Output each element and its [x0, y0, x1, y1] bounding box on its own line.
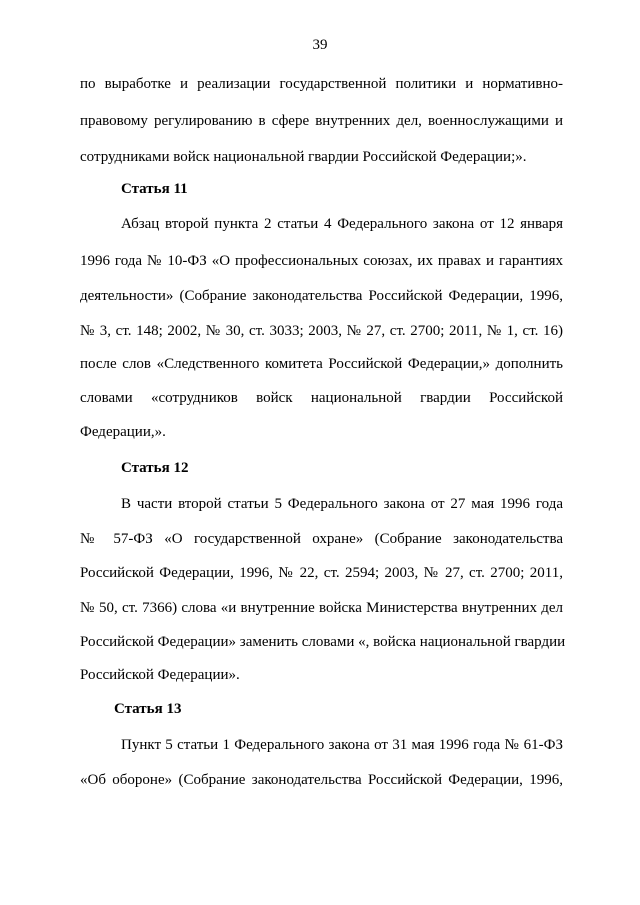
text-line: Российской Федерации, 1996, № 22, ст. 2594; 2003, № 27, ст. 2700; 2011,	[80, 565, 563, 581]
text-line: Абзац второй пункта 2 статьи 4 Федерального закона от 12 января	[121, 216, 563, 232]
article-11-heading: Статья 11	[121, 181, 188, 197]
text-line: Федерации,».	[80, 424, 166, 440]
text-line: Пункт 5 статьи 1 Федерального закона от 31 мая 1996 года № 61-ФЗ	[121, 737, 563, 753]
page-number: 39	[312, 37, 328, 53]
text-line: деятельности» (Собрание законодательства Российской Федерации, 1996,	[80, 288, 563, 304]
text-line: Российской Федерации» заменить словами «, войска национальной гвардии	[80, 634, 566, 650]
article-13-heading: Статья 13	[114, 701, 182, 717]
text-line: после слов «Следственного комитета Российской Федерации,» дополнить	[80, 356, 563, 372]
text-line: правовому регулированию в сфере внутренних дел, военнослужащими и	[80, 113, 563, 129]
text-line: «Об обороне» (Собрание законодательства Российской Федерации, 1996,	[80, 772, 563, 788]
text-line: сотрудниками войск национальной гвардии Российской Федерации;».	[80, 149, 527, 165]
text-line: словами «сотрудников войск национальной гвардии Российской	[80, 390, 563, 406]
text-line: В части второй статьи 5 Федерального закона от 27 мая 1996 года	[121, 496, 563, 512]
text-line: 1996 года № 10-ФЗ «О профессиональных союзах, их правах и гарантиях	[80, 253, 563, 269]
text-line: № 57-ФЗ «О государственной охране» (Собрание законодательства	[80, 531, 563, 547]
text-line: по выработке и реализации государственной политики и нормативно-	[80, 76, 563, 92]
text-line: № 50, ст. 7366) слова «и внутренние войска Министерства внутренних дел	[80, 600, 563, 616]
article-12-heading: Статья 12	[121, 460, 189, 476]
text-line: Российской Федерации».	[80, 667, 240, 683]
text-line: № 3, ст. 148; 2002, № 30, ст. 3033; 2003, № 27, ст. 2700; 2011, № 1, ст. 16)	[80, 323, 563, 339]
